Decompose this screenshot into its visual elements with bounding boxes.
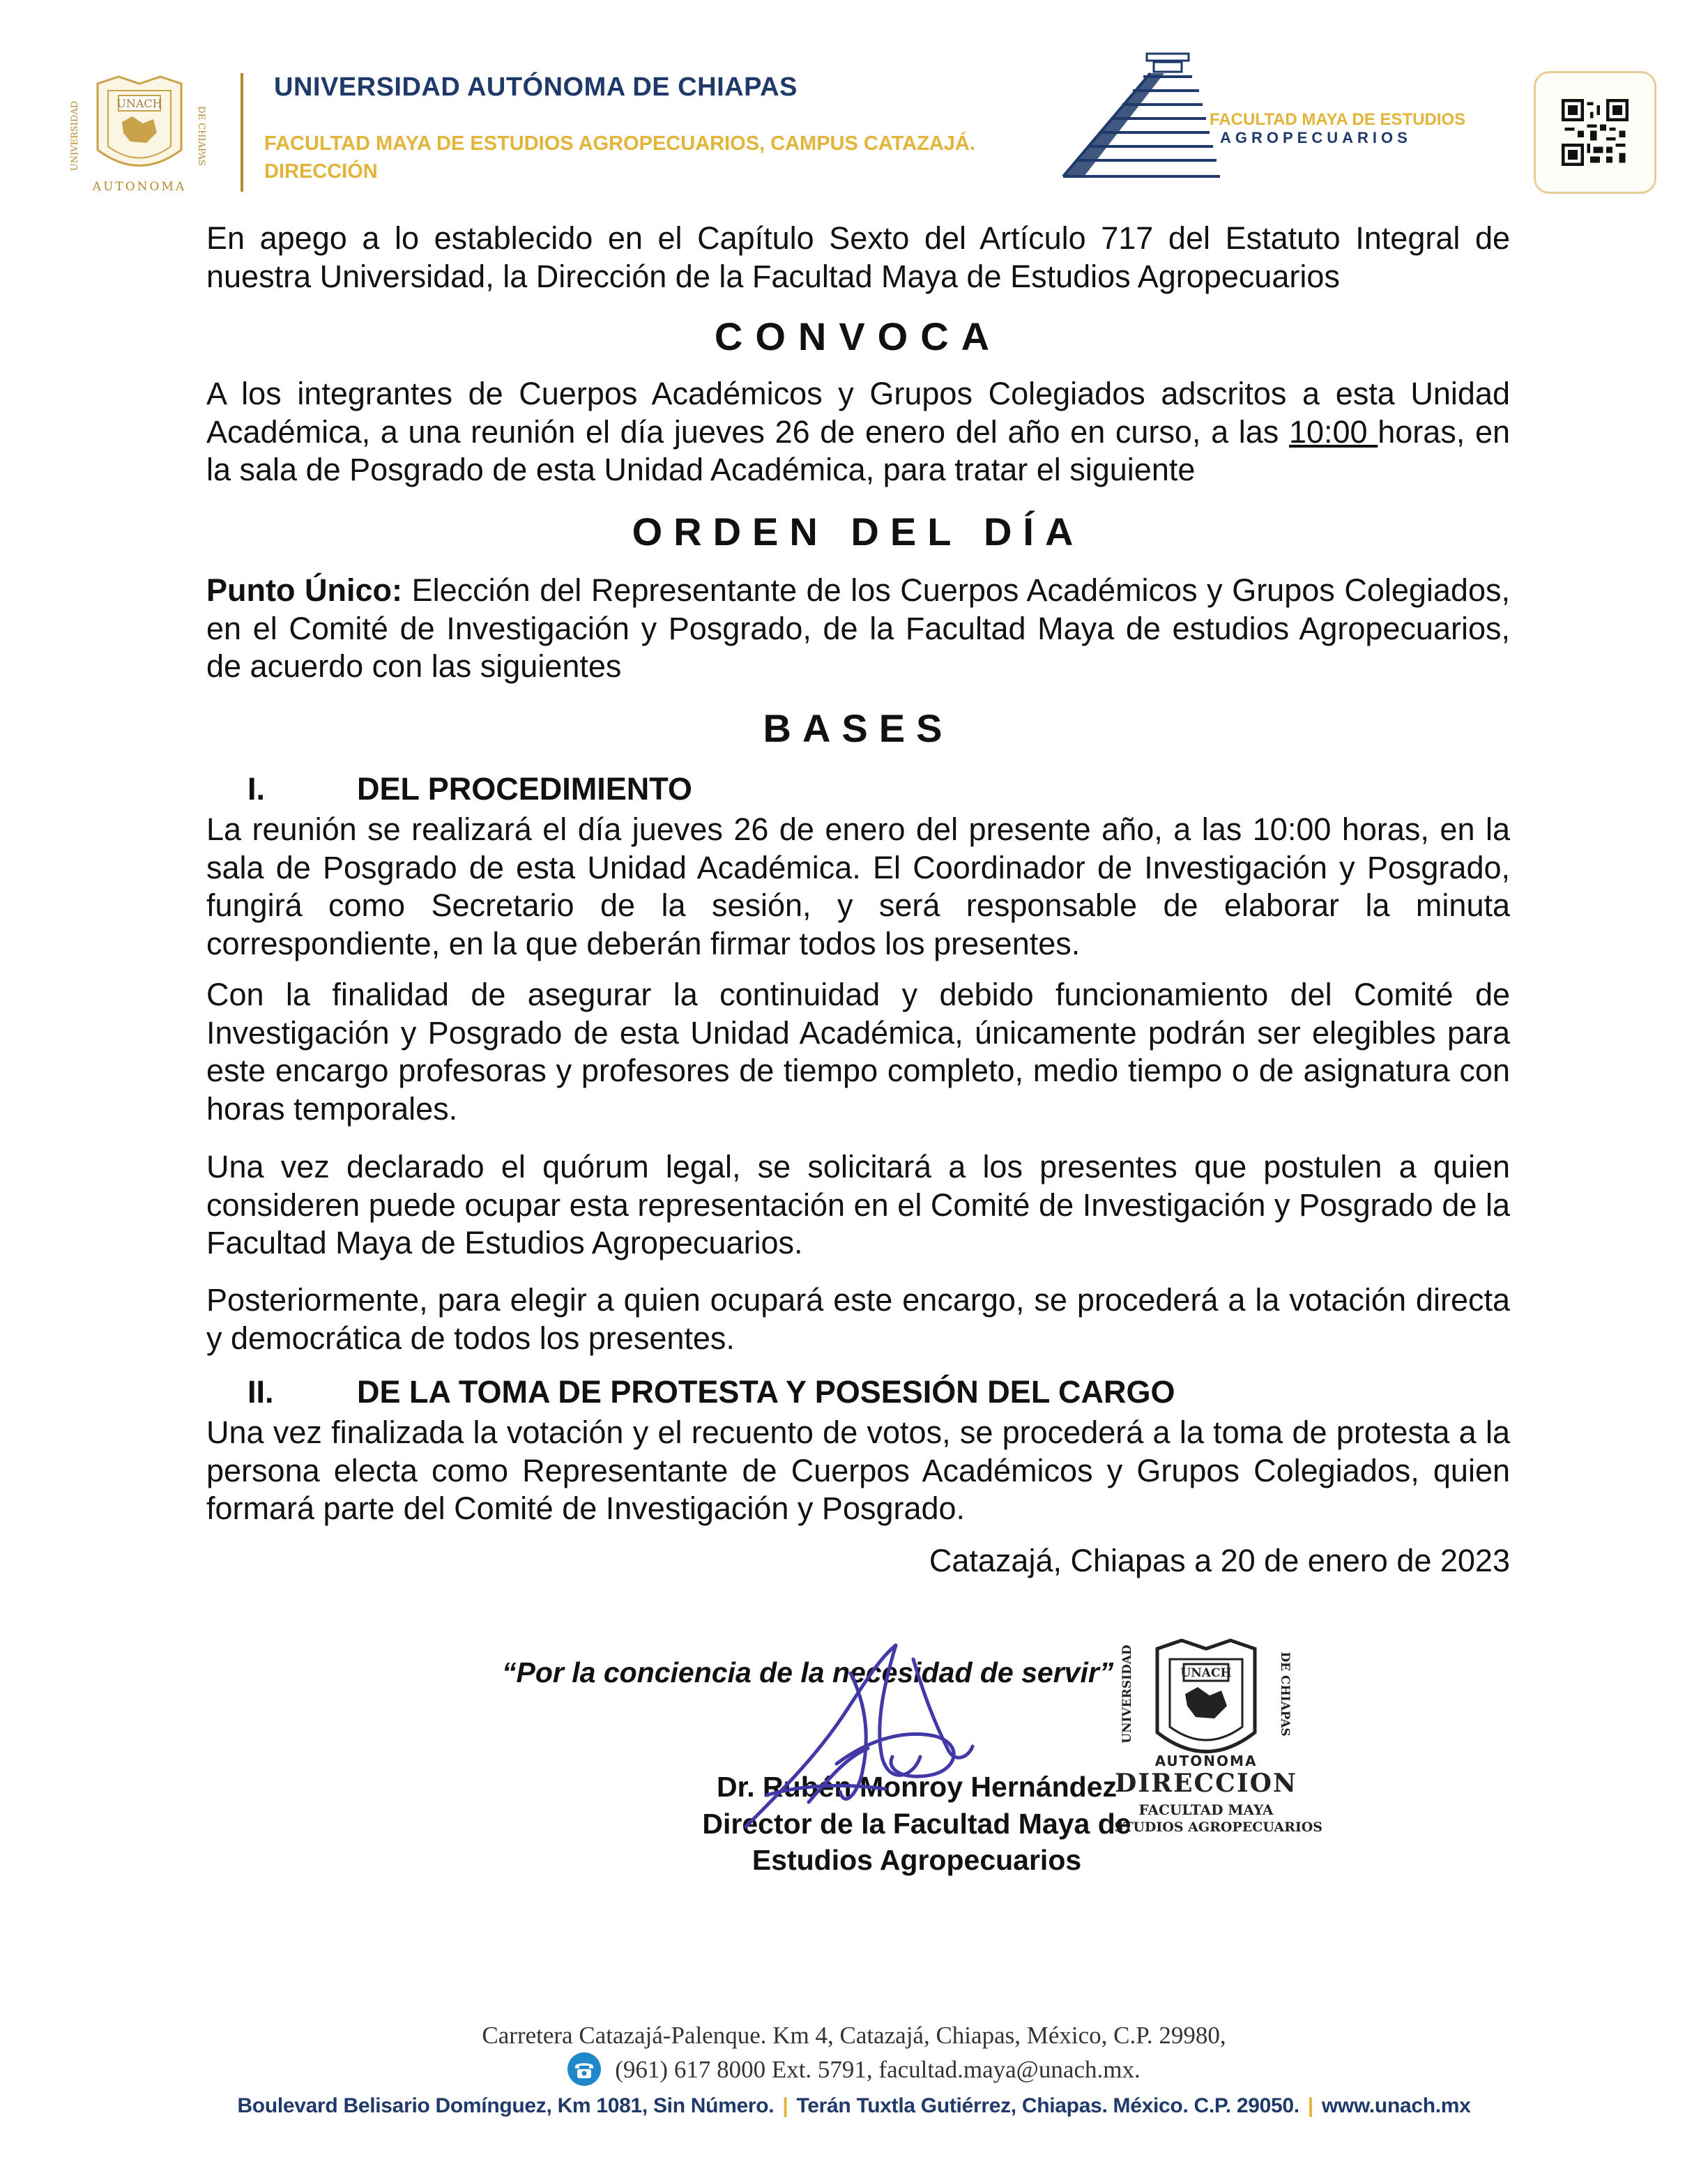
- qr-code-icon: [1562, 99, 1629, 166]
- telephone-icon: [567, 2052, 601, 2086]
- signer-role-line1: Director de la Facultad Maya de: [702, 1808, 1131, 1840]
- footer-contact-row: [209, 2055, 1499, 2089]
- header-divider: [241, 73, 243, 192]
- unach-crest-icon: [66, 66, 213, 195]
- svg-text:DE CHIAPAS: DE CHIAPAS: [1278, 1652, 1292, 1737]
- pyramid-logo-icon: [1056, 52, 1230, 185]
- university-name: UNIVERSIDAD AUTÓNOMA DE CHIAPAS: [274, 73, 798, 102]
- svg-text:UNACH: UNACH: [1180, 1666, 1232, 1680]
- section2-number: II.: [247, 1374, 274, 1410]
- bases-heading: BASES: [763, 706, 954, 750]
- section2-title: DE LA TOMA DE PROTESTA Y POSESIÓN DEL CARGO: [357, 1374, 1175, 1410]
- signer-role-line2: Estudios Agropecuarios: [752, 1844, 1082, 1876]
- section1-number: I.: [247, 771, 266, 807]
- direccion-line: DIRECCIÓN: [264, 160, 378, 183]
- date-line: Catazajá, Chiapas a 20 de enero de 2023: [929, 1543, 1510, 1578]
- bases-paragraph-2: Con la finalidad de asegurar la continuidad y debido funcionamiento del Comité de Investigación y Posgrado de esta Unidad Académica, únicamente podrán ser elegibles para este encargo profesoras y profesores de tiempo completo, medio tiempo o de asignatura con horas temporales.: [206, 977, 1510, 1127]
- intro-paragraph: En apego a lo establecido en el Capítulo Sexto del Artículo 717 del Estatuto Integral de nuestra Universidad, la Dirección de la Facultad Maya de Estudios Agropecuarios: [206, 220, 1510, 294]
- footer-university-address: Boulevard Belisario Domínguez, Km 1081, Sin Número. | Terán Tuxtla Gutiérrez, Chiapas. México. C.P. 29050. | www.unach.mx: [237, 2094, 1471, 2117]
- bases-paragraph-5: Una vez finalizada la votación y el recuento de votos, se procederá a la toma de protesta a la persona electa como Representante de Cuerpos Académicos y Grupos Colegiados, quien formará parte del Comité de Investigación y Posgrado.: [206, 1415, 1510, 1526]
- svg-text:AUTONOMA: AUTONOMA: [1154, 1753, 1258, 1769]
- motto: “Por la conciencia de la necesidad de servir”: [502, 1656, 1114, 1688]
- meeting-time: 10:00: [1288, 413, 1378, 450]
- signer-name: Dr. Rubén Monroy Hernández: [716, 1771, 1118, 1803]
- svg-text:UNIVERSIDAD: UNIVERSIDAD: [1120, 1645, 1134, 1744]
- faculty-line: FACULTAD MAYA DE ESTUDIOS AGROPECUARIOS, CAMPUS CATAZAJÁ.: [264, 132, 975, 155]
- bases-paragraph-4: Posteriormente, para elegir a quien ocupará este encargo, se procederá a la votación directa y democrática de todos los presentes.: [206, 1282, 1510, 1356]
- svg-text:UNIVERSIDAD: UNIVERSIDAD: [70, 100, 80, 171]
- svg-text:DIRECCION: DIRECCION: [1115, 1769, 1297, 1798]
- footer-address: Carretera Catazajá-Palenque. Km 4, Catazajá, Chiapas, México, C.P. 29980,: [482, 2022, 1226, 2049]
- punto-label: Punto Único:: [206, 572, 403, 608]
- website-link[interactable]: www.unach.mx: [1321, 2094, 1471, 2117]
- svg-text:FACULTAD MAYA: FACULTAD MAYA: [1138, 1801, 1274, 1818]
- convoca-paragraph: A los integrantes de Cuerpos Académicos y Grupos Colegiados adscritos a esta Unidad Académica, a una reunión el día jueves 26 de enero del año en curso, a las 10:00 horas, en la sala de Posgrado de esta Unidad Académica, para tratar el siguiente: [206, 376, 1510, 487]
- punto-unico-paragraph: Punto Único: Elección del Representante de los Cuerpos Académicos y Grupos Colegiados, en el Comité de Investigación y Posgrado, de la Facultad Maya de estudios Agropecuarios, de acuerdo con las siguientes: [206, 572, 1510, 684]
- bases-paragraph-1: La reunión se realizará el día jueves 26 de enero del presente año, a las 10:00 horas, en la sala de Posgrado de esta Unidad Académica. El Coordinador de Investigación y Posgrado, fungirá como Secretario de la sesión, y será responsable de elaborar la minuta correspondiente, en la que deberán firmar todos los presentes.: [206, 811, 1510, 961]
- footer-contact: (961) 617 8000 Ext. 5791, facultad.maya@unach.mx.: [615, 2056, 1141, 2084]
- handwritten-signature-icon: [725, 1617, 990, 1840]
- crest-text: UNACH: [116, 97, 162, 110]
- faculty-logo-line2: AGROPECUARIOS: [1220, 129, 1412, 146]
- svg-text:ESTUDIOS AGROPECUARIOS: ESTUDIOS AGROPECUARIOS: [1115, 1820, 1323, 1835]
- qr-frame: [1534, 71, 1656, 194]
- convoca-heading: CONVOCA: [714, 314, 1002, 358]
- faculty-logo-line1: FACULTAD MAYA DE ESTUDIOS: [1210, 110, 1466, 129]
- svg-text:AUTONOMA: AUTONOMA: [92, 180, 187, 194]
- section1-title: DEL PROCEDIMIENTO: [357, 771, 692, 807]
- svg-text:DE CHIAPAS: DE CHIAPAS: [196, 106, 206, 166]
- orden-heading: ORDEN DEL DÍA: [632, 510, 1085, 554]
- bases-paragraph-3: Una vez declarado el quórum legal, se solicitará a los presentes que postulen a quien consideren puede ocupar esta representación en el Comité de Investigación y Posgrado de la Facultad Maya de Estudios Agropecuarios.: [206, 1149, 1510, 1260]
